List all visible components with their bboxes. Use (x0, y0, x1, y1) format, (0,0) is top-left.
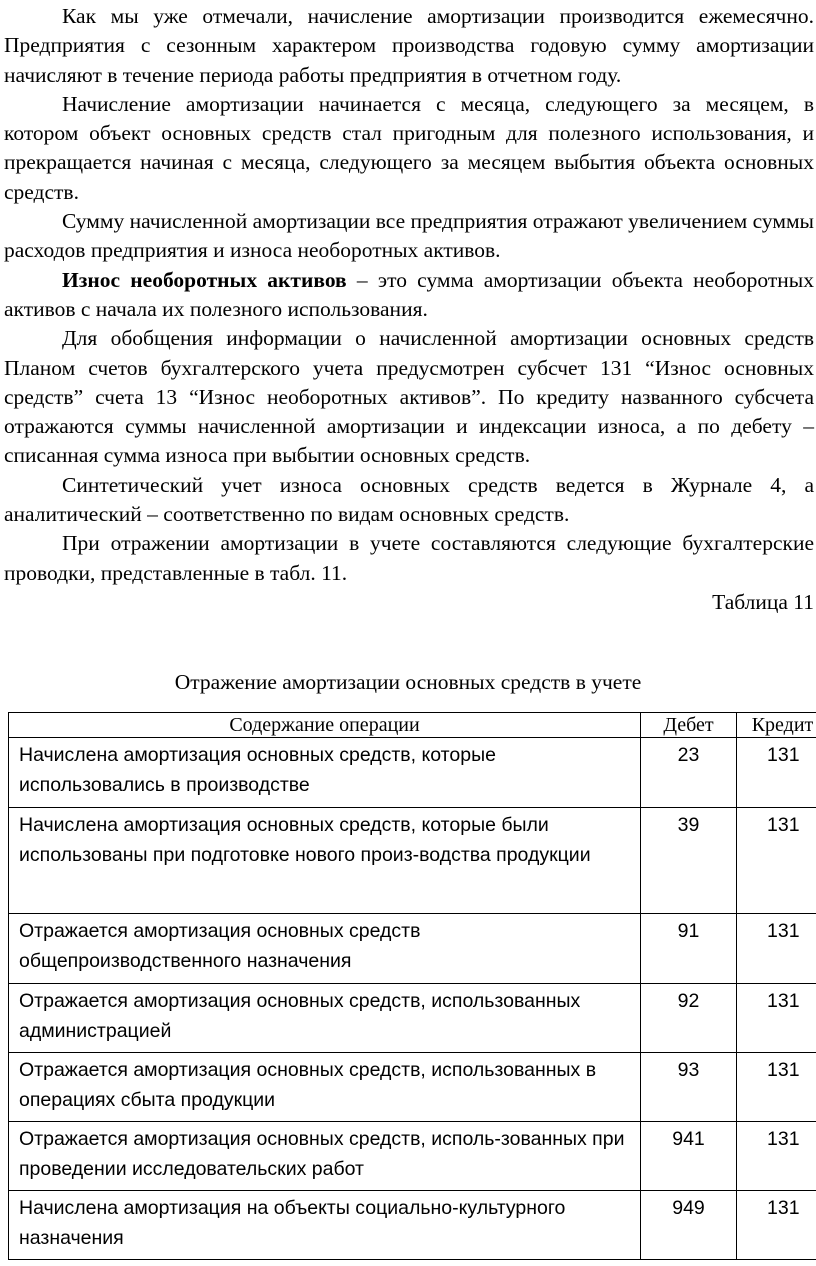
operation-cell: Отражается амортизация основных средств, исполь-зованных при проведении исследовательских работ (9, 1122, 641, 1191)
paragraph-subaccount-131: Для обобщения информации о начисленной амортизации основных средств Планом счетов бухгалтерского учета предусмотрен субсчет 131 “Износ основных средств” счета 13 “Износ необоротных активов”. По кредиту названного субсчета отражаются суммы начисленной амортизации и индексации износа, а по дебету – списанная сумма износа при выбытии основных средств. (4, 326, 814, 468)
debet-cell: 93 (641, 1053, 737, 1122)
header-operation: Содержание операции (9, 713, 641, 738)
credit-cell: 131 (737, 1191, 816, 1260)
debet-cell: 941 (641, 1122, 737, 1191)
credit-cell: 131 (737, 1122, 816, 1191)
table-row (9, 1191, 816, 1260)
table-header-row (9, 713, 816, 738)
paragraph-postings-intro: При отражении амортизации в учете составляются следующие бухгалтерские проводки, представленные в табл. 11. (4, 531, 814, 585)
depreciation-postings-table (8, 712, 816, 1260)
paragraph-wear-definition (4, 266, 814, 325)
operation-cell: Начислена амортизация основных средств, которые были использованы при подготовке нового произ-водства продукции (9, 808, 641, 914)
debet-cell: 23 (641, 738, 737, 808)
operation-cell: Отражается амортизация основных средств общепроизводственного назначения (9, 914, 641, 984)
header-debet: Дебет (641, 713, 737, 738)
debet-cell: 92 (641, 984, 737, 1053)
operation-cell: Начислена амортизация на объекты социально-культурного назначения (9, 1191, 641, 1260)
credit-cell: 131 (737, 808, 816, 914)
credit-cell: 131 (737, 738, 816, 808)
operation-cell: Отражается амортизация основных средств, использованных администрацией (9, 984, 641, 1053)
paragraph-synthetic-accounting: Синтетический учет износа основных средств ведется в Журнале 4, а аналитический – соответственно по видам основных средств. (4, 472, 814, 527)
table-row (9, 808, 816, 914)
table-row (9, 914, 816, 984)
table-label: Таблица 11 (712, 589, 814, 614)
header-credit: Кредит (737, 713, 816, 738)
table-row (9, 984, 816, 1053)
credit-cell: 131 (737, 984, 816, 1053)
paragraph-depreciation-monthly: Как мы уже отмечали, начисление амортизации производится ежемесячно. Предприятия с сезонным характером производства годовую сумму амортизации начисляют в течение периода работы предприятия в отчетном году. (4, 4, 814, 87)
table-row (9, 1053, 816, 1122)
term-wear-noncurrent-assets: Износ необоротных активов (62, 267, 347, 292)
debet-cell: 949 (641, 1191, 737, 1260)
credit-cell: 131 (737, 914, 816, 984)
credit-cell: 131 (737, 1053, 816, 1122)
paragraph-depreciation-start: Начисление амортизации начинается с месяца, следующего за месяцем, в котором объект основных средств стал пригодным для полезного использования, и прекращается начиная с месяца, следующего за месяцем выбытия объекта основных средств. (4, 91, 814, 204)
operation-cell: Отражается амортизация основных средств, использованных в операциях сбыта продукции (9, 1053, 641, 1122)
paragraph-depreciation-reflection: Сумму начисленной амортизации все предприятия отражают увеличением суммы расходов предприятия и износа необоротных активов. (4, 209, 814, 263)
debet-cell: 91 (641, 914, 737, 984)
body-text (4, 2, 814, 617)
term-definition-text: – это сумма амортизации объекта необоротных активов с начала их полезного использования. (4, 267, 814, 321)
table-row (9, 738, 816, 808)
operation-cell: Начислена амортизация основных средств, которые использовались в производстве (9, 738, 641, 808)
table-row (9, 1122, 816, 1191)
debet-cell: 39 (641, 808, 737, 914)
table-title: Отражение амортизации основных средств в учете (174, 670, 642, 694)
